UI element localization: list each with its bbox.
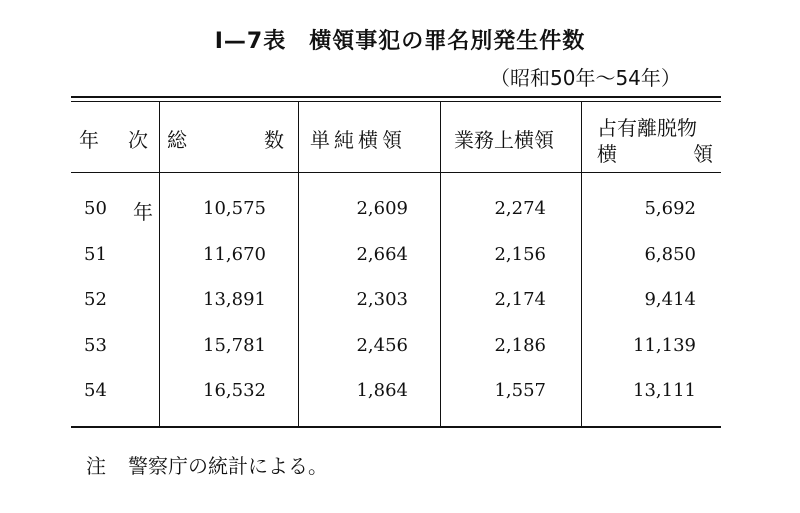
lost-property-cell: 6,850 bbox=[644, 243, 696, 265]
table-row bbox=[0, 335, 800, 379]
table-row bbox=[0, 198, 800, 242]
lost-property-cell: 5,692 bbox=[644, 198, 696, 219]
footnote bbox=[86, 450, 328, 479]
total-cell: 11,670 bbox=[203, 243, 266, 265]
year-cell: 52 bbox=[84, 289, 107, 310]
header-lost-property-line1: 占有離脱物 bbox=[597, 116, 697, 140]
lost-property-cell: 11,139 bbox=[633, 334, 696, 356]
table-subtitle: （昭和50年～54年） bbox=[490, 66, 681, 90]
total-cell: 10,575 bbox=[203, 198, 266, 219]
year-cell: 50 bbox=[84, 198, 107, 219]
occupational-embezzlement-cell: 2,174 bbox=[494, 289, 546, 310]
lost-property-cell: 13,111 bbox=[633, 380, 696, 401]
simple-embezzlement-cell: 2,456 bbox=[356, 334, 408, 356]
lost-property-cell: 9,414 bbox=[644, 289, 696, 310]
footnote-text: 警察庁の統計による。 bbox=[128, 454, 328, 478]
simple-embezzlement-cell: 2,303 bbox=[356, 289, 408, 310]
year-cell: 51 bbox=[84, 243, 107, 265]
table-row bbox=[0, 244, 800, 288]
header-year-suffix: 次 bbox=[128, 128, 148, 152]
occupational-embezzlement-cell: 2,186 bbox=[494, 334, 546, 356]
simple-embezzlement-cell: 1,864 bbox=[356, 380, 408, 401]
total-cell: 16,532 bbox=[203, 380, 266, 401]
header-occupational-embezzlement: 業務上横領 bbox=[454, 128, 554, 152]
simple-embezzlement-cell: 2,664 bbox=[356, 243, 408, 265]
year-cell: 53 bbox=[84, 334, 107, 356]
occupational-embezzlement-cell: 2,274 bbox=[494, 198, 546, 219]
occupational-embezzlement-cell: 1,557 bbox=[494, 380, 546, 401]
total-cell: 15,781 bbox=[203, 334, 266, 356]
bottom-rule bbox=[71, 426, 721, 428]
table-title: Ⅰ—7表 横領事犯の罪名別発生件数 bbox=[214, 29, 586, 54]
footnote-label: 注 bbox=[86, 454, 106, 478]
header-total-left: 総 bbox=[167, 128, 187, 152]
simple-embezzlement-cell: 2,609 bbox=[356, 198, 408, 219]
header-lost-property-line2-left: 横 bbox=[597, 142, 617, 166]
top-rule bbox=[71, 96, 721, 98]
header-lost-property-line2-right: 領 bbox=[693, 142, 713, 166]
top-rule-thin bbox=[71, 101, 721, 102]
table-row bbox=[0, 289, 800, 333]
header-simple-embezzlement: 単純横領 bbox=[310, 128, 406, 152]
year-unit: 年 bbox=[133, 200, 153, 224]
year-cell: 54 bbox=[84, 380, 107, 401]
header-rule bbox=[71, 172, 721, 173]
header-total-right: 数 bbox=[264, 128, 284, 152]
header-year: 年 bbox=[79, 128, 99, 152]
total-cell: 13,891 bbox=[203, 289, 266, 310]
table-row bbox=[0, 380, 800, 424]
occupational-embezzlement-cell: 2,156 bbox=[494, 243, 546, 265]
